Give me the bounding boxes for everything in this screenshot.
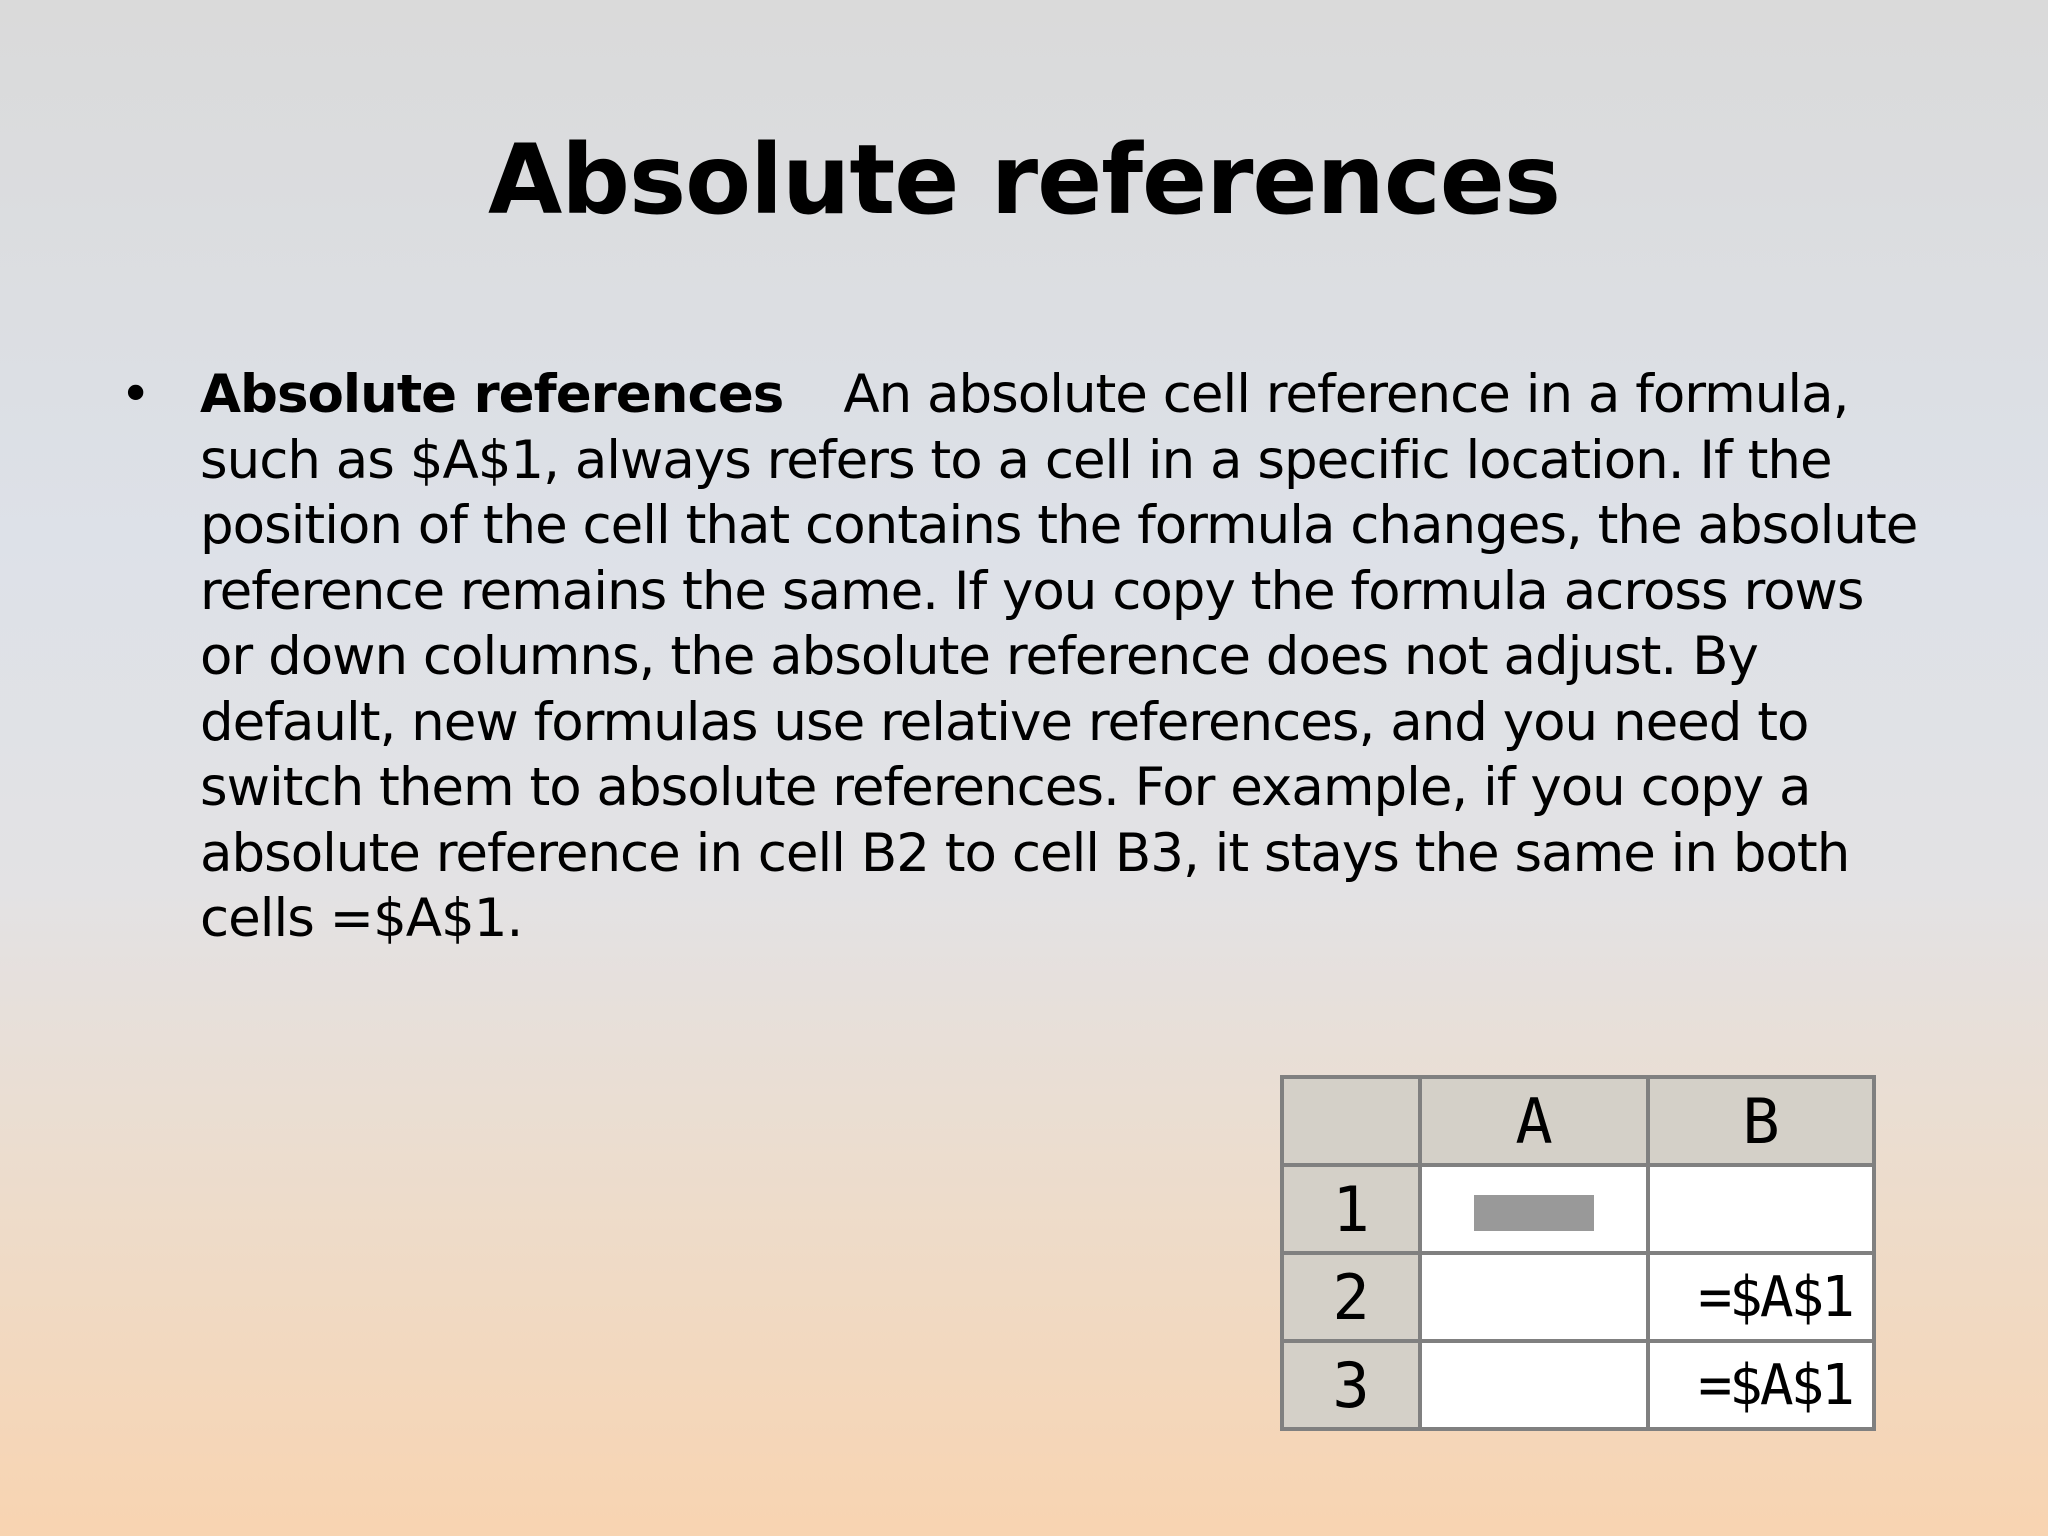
column-header-b: B [1648,1077,1874,1165]
row-header-1: 1 [1282,1165,1420,1253]
column-header-row [1282,1077,1874,1165]
cell-a3 [1420,1341,1648,1429]
row-header-3: 3 [1282,1341,1420,1429]
cell-a1 [1420,1165,1648,1253]
bullet-marker: • [120,364,152,425]
bullet-body: An absolute cell reference in a formula, such as $A$1, always refers to a cell in a specific location. If the position of the cell that contains the formula changes, the absolute reference remains the same. If you copy the formula across rows or down columns, the absolute reference does not adjust. By default, new formulas use relative references, and you need to switch them to absolute references. For example, if you copy a absolute reference in cell B2 to cell B3, it stays the same in both cells =$A$1. [200,364,1918,949]
column-header-a: A [1420,1077,1648,1165]
row-header-2: 2 [1282,1253,1420,1341]
slide-title: Absolute references [487,124,1561,236]
table-row [1282,1341,1874,1429]
table-row [1282,1165,1874,1253]
table-row [1282,1253,1874,1341]
cell-b3: =$A$1 [1648,1341,1874,1429]
cell-a1-value-bar [1474,1195,1594,1231]
cell-b2: =$A$1 [1648,1253,1874,1341]
cell-a2 [1420,1253,1648,1341]
corner-cell [1282,1077,1420,1165]
bullet-term: Absolute references [200,364,784,425]
spreadsheet-example [1280,1075,1876,1431]
bullet-paragraph [200,362,1920,952]
cell-b1 [1648,1165,1874,1253]
